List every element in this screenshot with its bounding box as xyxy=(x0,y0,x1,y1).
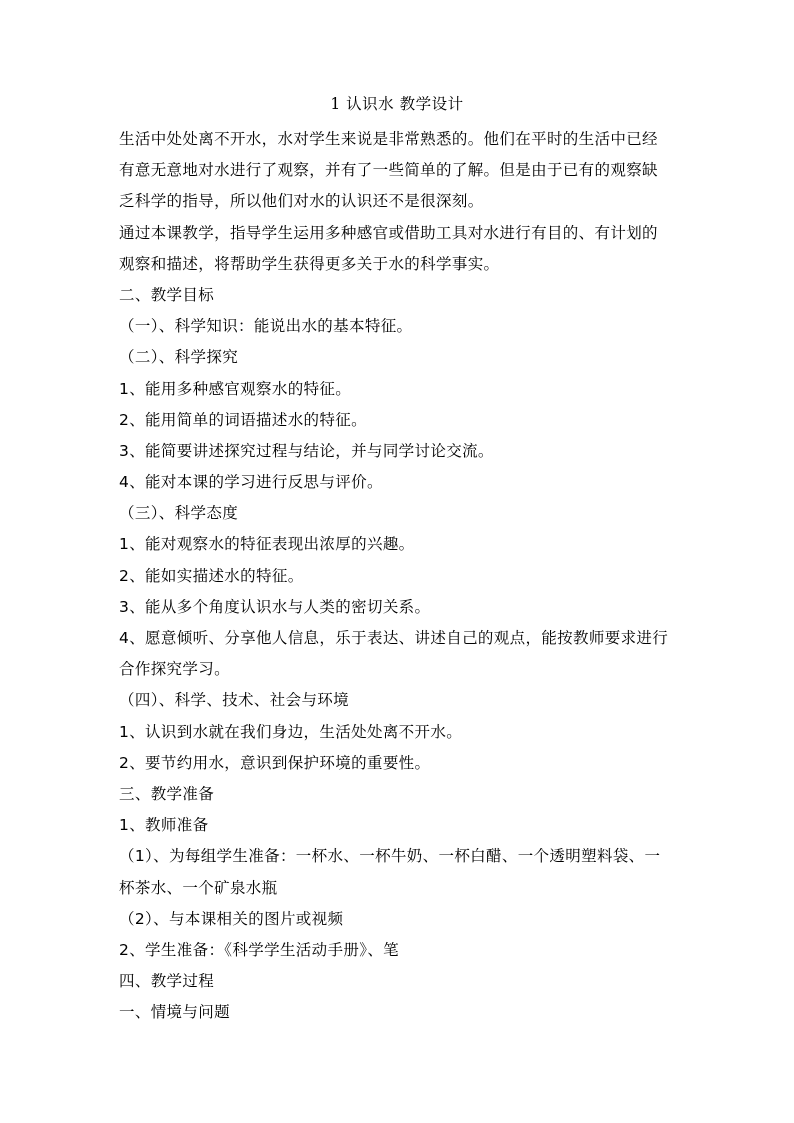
paragraph-line: 生活中处处离不开水，水对学生来说是非常熟悉的。他们在平时的生活中已经 xyxy=(119,130,658,148)
list-item: 1、能用多种感官观察水的特征。 xyxy=(119,379,352,398)
document-body xyxy=(119,124,679,1028)
section-heading: 四、教学过程 xyxy=(119,972,215,991)
list-item: 4、愿意倾听、分享他人信息，乐于表达、讲述自己的观点，能按教师要求进行 xyxy=(119,629,669,647)
list-item: 4、能对本课的学习进行反思与评价。 xyxy=(119,473,383,492)
document-title: 1 认识水 教学设计 xyxy=(330,95,464,113)
section-heading: 三、教学准备 xyxy=(119,784,215,803)
list-item: （2）、与本课相关的图片或视频 xyxy=(119,909,344,928)
subsection-heading: （一）、科学知识：能说出水的基本特征。 xyxy=(119,317,413,336)
paragraph-line: 观察和描述，将帮助学生获得更多关于水的科学事实。 xyxy=(119,254,500,273)
section-heading: 二、教学目标 xyxy=(119,285,215,304)
subsection-heading: （二）、科学探究 xyxy=(119,348,239,367)
subsection-heading: （四）、科学、技术、社会与环境 xyxy=(119,691,350,710)
subsection-heading: （三）、科学态度 xyxy=(119,504,239,523)
list-item: 2、要节约用水，意识到保护环境的重要性。 xyxy=(119,753,431,772)
list-item: 1、教师准备 xyxy=(119,816,209,835)
list-item-continuation: 合作探究学习。 xyxy=(119,660,230,679)
list-item: 2、能如实描述水的特征。 xyxy=(119,566,304,585)
subsection-heading: 一、情境与问题 xyxy=(119,1003,230,1022)
list-item: 1、认识到水就在我们身边，生活处处离不开水。 xyxy=(119,722,463,741)
list-item: （1）、为每组学生准备：一杯水、一杯牛奶、一杯白醋、一个透明塑料袋、一 xyxy=(119,847,661,866)
list-item: 2、能用简单的词语描述水的特征。 xyxy=(119,410,367,429)
list-item: 3、能从多个角度认识水与人类的密切关系。 xyxy=(119,597,431,616)
list-item: 2、学生准备：《科学学生活动手册》、笔 xyxy=(119,940,400,959)
list-item-continuation: 杯茶水、一个矿泉水瓶 xyxy=(119,878,278,897)
paragraph-line: 乏科学的指导，所以他们对水的认识还不是很深刻。 xyxy=(119,192,484,211)
list-item: 1、能对观察水的特征表现出浓厚的兴趣。 xyxy=(119,535,415,554)
paragraph-line: 有意无意地对水进行了观察，并有了一些简单的了解。但是由于已有的观察缺 xyxy=(119,161,658,180)
list-item: 3、能简要讲述探究过程与结论，并与同学讨论交流。 xyxy=(119,441,494,460)
paragraph-line: 通过本课教学，指导学生运用多种感官或借助工具对水进行有目的、有计划的 xyxy=(119,223,658,242)
